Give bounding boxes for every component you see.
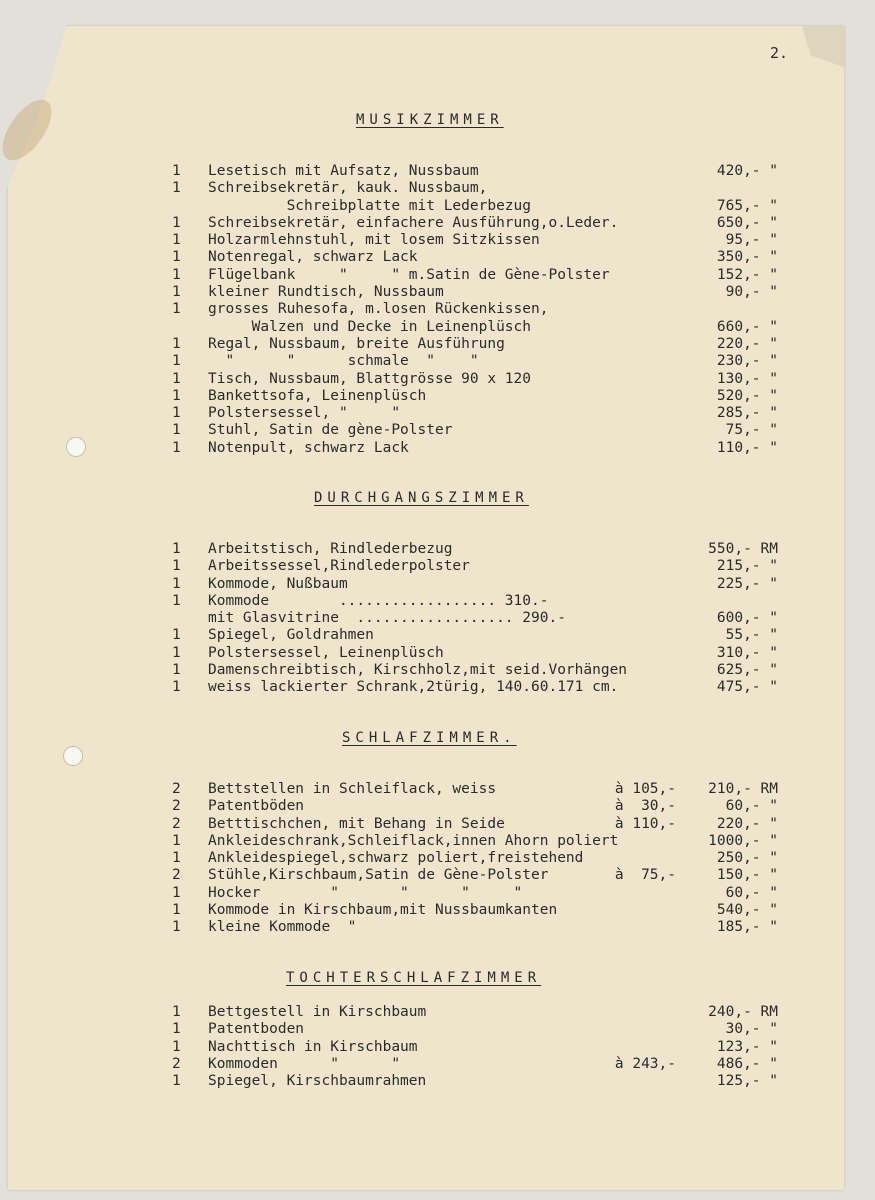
- item-price: 550,- RM: [708, 541, 778, 557]
- item-price: 60,- ": [725, 884, 778, 901]
- item-quantity: 2: [172, 1055, 181, 1072]
- item-price: 350,- ": [716, 249, 778, 266]
- item-description: Spiegel, Goldrahmen: [208, 627, 374, 644]
- item-description: Damenschreibtisch, Kirschholz,mit seid.Vorhängen: [208, 662, 628, 679]
- list-item: [0, 371, 836, 388]
- item-price: 475,- ": [716, 679, 778, 696]
- list-item: [0, 576, 836, 593]
- item-description: Ankleideschrank,Schleiflack,innen Ahorn poliert: [208, 832, 619, 849]
- list-item: [0, 833, 836, 850]
- list-item: [0, 610, 836, 627]
- item-price: 650,- ": [716, 214, 778, 231]
- item-unit-price: à 30,-: [614, 798, 676, 815]
- item-description: Polstersessel, Leinenplüsch: [208, 644, 444, 661]
- item-price: 90,- ": [725, 284, 778, 301]
- item-description: Tisch, Nussbaum, Blattgrösse 90 x 120: [208, 370, 532, 387]
- item-description: kleiner Rundtisch, Nussbaum: [208, 284, 444, 301]
- list-item: [0, 267, 836, 284]
- list-item: [0, 440, 836, 457]
- item-description: Patentboden: [208, 1021, 305, 1038]
- item-quantity: 1: [172, 902, 181, 919]
- item-quantity: 1: [172, 422, 181, 439]
- item-description: Kommode in Kirschbaum,mit Nussbaumkanten: [208, 902, 558, 919]
- list-item: [0, 301, 836, 318]
- item-price: 60,- ": [725, 798, 778, 815]
- list-item: [0, 163, 836, 180]
- list-item: [0, 867, 836, 884]
- item-description: Kommoden " ": [208, 1055, 401, 1072]
- list-item: [0, 319, 836, 336]
- item-unit-price: à 75,-: [614, 867, 676, 884]
- item-price: 1000,- ": [708, 832, 778, 849]
- item-description: Kommode, Nußbaum: [208, 575, 348, 592]
- item-quantity: 1: [172, 575, 181, 592]
- item-description: Bettstellen in Schleiflack, weiss: [208, 781, 497, 797]
- item-quantity: 1: [172, 679, 181, 696]
- item-quantity: 1: [172, 1021, 181, 1038]
- list-item: [0, 422, 836, 439]
- list-item: [0, 902, 836, 919]
- item-description: weiss lackierter Schrank,2türig, 140.60.171 cm.: [208, 679, 619, 696]
- item-description: Bettgestell in Kirschbaum: [208, 1004, 427, 1020]
- item-price: 225,- ": [716, 575, 778, 592]
- item-quantity: 1: [172, 644, 181, 661]
- item-description: Arbeitssessel,Rindlederpolster: [208, 558, 470, 575]
- item-description: grosses Ruhesofa, m.losen Rückenkissen,: [208, 301, 549, 318]
- item-description: Betttischchen, mit Behang in Seide: [208, 815, 505, 832]
- item-description: Spiegel, Kirschbaumrahmen: [208, 1073, 427, 1090]
- item-price: 765,- ": [716, 197, 778, 214]
- list-item: [0, 336, 836, 353]
- item-description: Schreibsekretär, kauk. Nussbaum,: [208, 180, 488, 197]
- list-item: [0, 679, 836, 696]
- item-description: Notenregal, schwarz Lack: [208, 249, 418, 266]
- list-item: [0, 1021, 836, 1038]
- item-price: 420,- ": [716, 163, 778, 179]
- item-quantity: 1: [172, 558, 181, 575]
- item-price: 95,- ": [725, 232, 778, 249]
- item-quantity: 1: [172, 627, 181, 644]
- list-item: [0, 593, 836, 610]
- list-item: [0, 885, 836, 902]
- item-quantity: 1: [172, 353, 181, 370]
- item-description: Nachttisch in Kirschbaum: [208, 1038, 418, 1055]
- section-title-musikzimmer: MUSIKZIMMER: [356, 112, 504, 128]
- item-description: Ankleidespiegel,schwarz poliert,freistehend: [208, 850, 584, 867]
- section-musikzimmer: [0, 163, 836, 457]
- list-item: [0, 781, 836, 798]
- list-item: [0, 405, 836, 422]
- item-quantity: 1: [172, 662, 181, 679]
- item-description: Holzarmlehnstuhl, mit losem Sitzkissen: [208, 232, 540, 249]
- item-quantity: 1: [172, 266, 181, 283]
- item-price: 110,- ": [716, 439, 778, 456]
- section-title-tochterschlafzimmer: TOCHTERSCHLAFZIMMER: [286, 970, 542, 986]
- item-quantity: 1: [172, 301, 181, 318]
- item-description: Schreibsekretär, einfachere Ausführung,o.Leder.: [208, 214, 619, 231]
- item-quantity: 1: [172, 180, 181, 197]
- list-item: [0, 627, 836, 644]
- list-item: [0, 232, 836, 249]
- item-description: Hocker " " " ": [208, 884, 523, 901]
- item-description: Patentböden: [208, 798, 305, 815]
- section-schlafzimmer: [0, 781, 836, 937]
- item-quantity: 1: [172, 541, 181, 557]
- item-description: Walzen und Decke in Leinenplüsch: [208, 318, 532, 335]
- item-price: 215,- ": [716, 558, 778, 575]
- item-unit-price: à 243,-: [614, 1055, 676, 1072]
- item-price: 185,- ": [716, 919, 778, 936]
- item-price: 75,- ": [725, 422, 778, 439]
- item-quantity: 1: [172, 284, 181, 301]
- item-quantity: 1: [172, 850, 181, 867]
- list-item: [0, 919, 836, 936]
- item-unit-price: à 110,-: [614, 815, 676, 832]
- item-description: Regal, Nussbaum, breite Ausführung: [208, 335, 505, 352]
- item-price: 230,- ": [716, 353, 778, 370]
- item-quantity: 1: [172, 1004, 181, 1020]
- item-price: 150,- ": [716, 867, 778, 884]
- item-quantity: 1: [172, 439, 181, 456]
- section-durchgangszimmer: [0, 541, 836, 697]
- item-price: 486,- ": [716, 1055, 778, 1072]
- item-price: 540,- ": [716, 902, 778, 919]
- item-description: Stuhl, Satin de gène-Polster: [208, 422, 453, 439]
- item-price: 55,- ": [725, 627, 778, 644]
- list-item: [0, 645, 836, 662]
- list-item: [0, 1056, 836, 1073]
- list-item: [0, 249, 836, 266]
- list-item: [0, 284, 836, 301]
- item-description: Flügelbank " " m.Satin de Gène-Polster: [208, 266, 610, 283]
- list-item: [0, 816, 836, 833]
- item-price: 125,- ": [716, 1073, 778, 1090]
- item-price: 130,- ": [716, 370, 778, 387]
- list-item: [0, 198, 836, 215]
- item-description: Kommode .................. 310.-: [208, 592, 549, 609]
- item-quantity: 1: [172, 370, 181, 387]
- item-quantity: 1: [172, 1073, 181, 1090]
- item-quantity: 2: [172, 798, 181, 815]
- item-price: 600,- ": [716, 610, 778, 627]
- list-item: [0, 1073, 836, 1090]
- item-quantity: 2: [172, 815, 181, 832]
- item-description: mit Glasvitrine .................. 290.-: [208, 610, 566, 627]
- list-item: [0, 1004, 836, 1021]
- list-item: [0, 388, 836, 405]
- list-item: [0, 541, 836, 558]
- item-description: kleine Kommode ": [208, 919, 357, 936]
- list-item: [0, 662, 836, 679]
- item-quantity: 1: [172, 249, 181, 266]
- item-description: Lesetisch mit Aufsatz, Nussbaum: [208, 163, 479, 179]
- item-quantity: 1: [172, 163, 181, 179]
- item-quantity: 2: [172, 781, 181, 797]
- section-tochterschlafzimmer: [0, 1004, 836, 1090]
- item-description: Polstersessel, " ": [208, 405, 401, 422]
- item-price: 285,- ": [716, 405, 778, 422]
- item-price: 123,- ": [716, 1038, 778, 1055]
- item-price: 220,- ": [716, 815, 778, 832]
- item-unit-price: à 105,-: [614, 781, 676, 797]
- item-price: 210,- RM: [708, 781, 778, 797]
- item-quantity: 1: [172, 214, 181, 231]
- item-price: 240,- RM: [708, 1004, 778, 1020]
- item-description: Stühle,Kirschbaum,Satin de Gène-Polster: [208, 867, 549, 884]
- item-price: 152,- ": [716, 266, 778, 283]
- item-quantity: 1: [172, 919, 181, 936]
- list-item: [0, 558, 836, 575]
- item-price: 625,- ": [716, 662, 778, 679]
- page-number: 2.: [770, 44, 789, 62]
- item-description: Notenpult, schwarz Lack: [208, 439, 409, 456]
- item-price: 660,- ": [716, 318, 778, 335]
- item-quantity: 1: [172, 592, 181, 609]
- item-price: 220,- ": [716, 335, 778, 352]
- punch-hole-bottom: [63, 746, 83, 766]
- list-item: [0, 215, 836, 232]
- list-item: [0, 1039, 836, 1056]
- list-item: [0, 798, 836, 815]
- item-price: 310,- ": [716, 644, 778, 661]
- list-item: [0, 180, 836, 197]
- item-description: Schreibplatte mit Lederbezug: [208, 197, 532, 214]
- item-description: " " schmale " ": [208, 353, 479, 370]
- list-item: [0, 353, 836, 370]
- item-quantity: 1: [172, 884, 181, 901]
- item-price: 250,- ": [716, 850, 778, 867]
- item-quantity: 1: [172, 1038, 181, 1055]
- list-item: [0, 850, 836, 867]
- item-description: Arbeitstisch, Rindlederbezug: [208, 541, 453, 557]
- item-quantity: 1: [172, 335, 181, 352]
- item-price: 520,- ": [716, 387, 778, 404]
- item-description: Bankettsofa, Leinenplüsch: [208, 387, 427, 404]
- item-price: 30,- ": [725, 1021, 778, 1038]
- item-quantity: 2: [172, 867, 181, 884]
- section-title-durchgangszimmer: DURCHGANGSZIMMER: [314, 490, 529, 506]
- item-quantity: 1: [172, 832, 181, 849]
- section-title-schlafzimmer: SCHLAFZIMMER.: [342, 730, 517, 746]
- item-quantity: 1: [172, 232, 181, 249]
- item-quantity: 1: [172, 387, 181, 404]
- item-quantity: 1: [172, 405, 181, 422]
